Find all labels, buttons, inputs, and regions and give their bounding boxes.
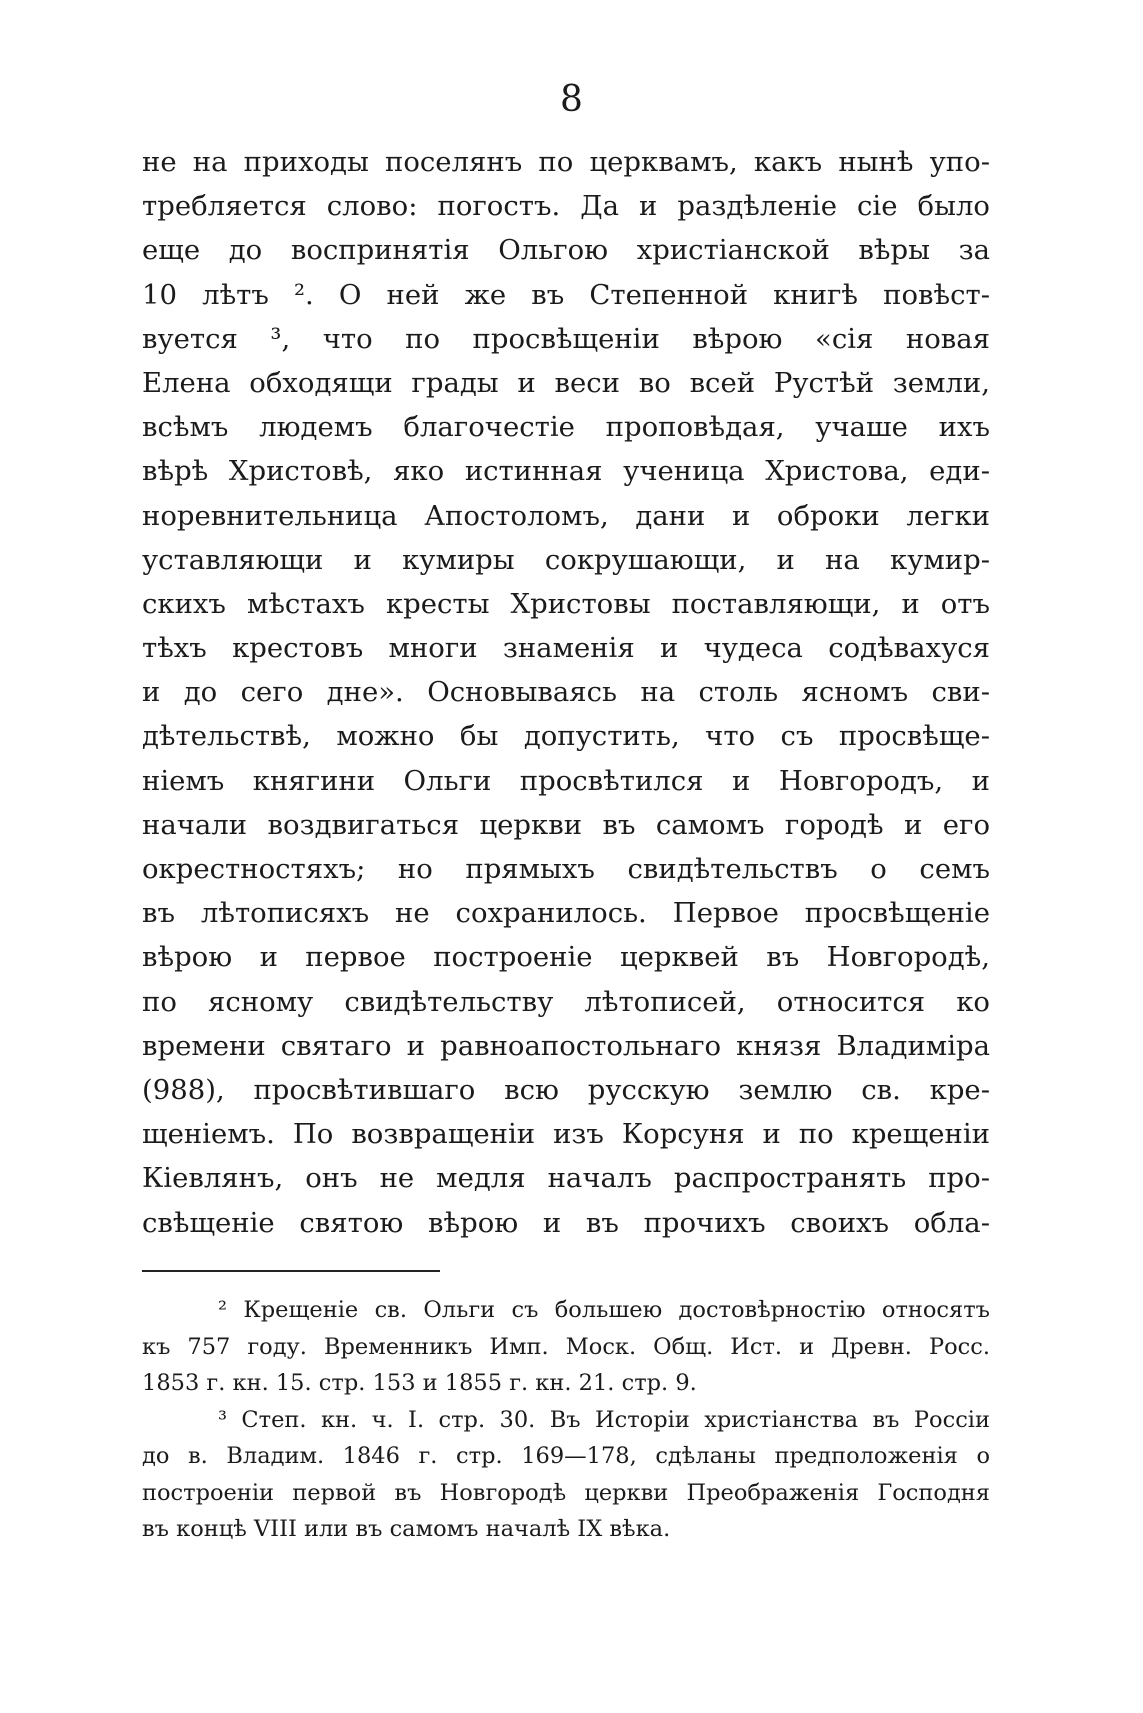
text-line: по ясному свидѣтельству лѣтописей, относится ко	[142, 985, 990, 1018]
text-line: 10 лѣтъ ². О ней же въ Степенной книгѣ повѣст-	[142, 278, 990, 311]
text-line: и до сего дне». Основываясь на столь ясномъ сви-	[142, 676, 990, 709]
text-line: всѣмъ людемъ благочестіе проповѣдая, учаше ихъ	[142, 411, 990, 444]
footnote-3	[142, 1402, 990, 1548]
text-line: Елена обходящи грады и веси во всей Рустѣй земли,	[142, 366, 990, 399]
footnote-line: построеніи первой въ Новгородѣ церкви Преображенія Господня	[142, 1479, 990, 1506]
text-line: не на приходы поселянъ по церквамъ, какъ нынѣ упо-	[142, 146, 990, 178]
footnote-line: ² Крещеніе св. Ольги съ большею достовѣрностію относятъ	[218, 1297, 990, 1323]
footnote-2	[142, 1292, 990, 1402]
text-line: вѣрою и первое построеніе церквей въ Новгородѣ,	[142, 941, 990, 974]
text-line: начали воздвигаться церкви въ самомъ городѣ и его	[142, 808, 990, 841]
text-line: скихъ мѣстахъ кресты Христовы поставляющи, и отъ	[142, 587, 990, 620]
text-line: тѣхъ крестовъ многи знаменія и чудеса содѣвахуся	[142, 632, 990, 665]
footnote-line: къ 757 году. Временникъ Имп. Моск. Общ. Ист. и Древн. Росс.	[142, 1333, 990, 1360]
footnote-line: до в. Владим. 1846 г. стр. 169—178, сдѣланы предположенія о	[142, 1443, 990, 1469]
text-line: Кіевлянъ, онъ не медля началъ распространять про-	[142, 1162, 990, 1195]
text-line: вуется ³, что по просвѣщеніи вѣрою «сія новая	[142, 322, 990, 355]
text-line: дѣтельствѣ, можно бы допустить, что съ просвѣще-	[142, 720, 990, 753]
text-line: окрестностяхъ; но прямыхъ свидѣтельствъ о семъ	[142, 853, 990, 885]
text-line: времени святаго и равноапостольнаго князя Владиміра	[142, 1029, 990, 1062]
text-line: требляется слово: погостъ. Да и раздѣленіе сіе было	[142, 190, 990, 223]
text-line: уставляющи и кумиры сокрушающи, и на кумир-	[142, 543, 990, 576]
footnote-line: 1853 г. кн. 15. стр. 153 и 1855 г. кн. 21. стр. 9.	[142, 1370, 697, 1396]
footnote-line: ³ Степ. кн. ч. I. стр. 30. Въ Исторіи христіанства въ Россіи	[218, 1406, 990, 1433]
text-line: вѣрѣ Христовѣ, яко истинная ученица Христова, еди-	[142, 455, 990, 488]
text-line: норевнительница Апостоломъ, дани и оброки легки	[142, 499, 990, 532]
text-line: свѣщеніе святою вѣрою и въ прочихъ своихъ обла-	[142, 1206, 990, 1239]
text-line: ніемъ княгини Ольги просвѣтился и Новгородъ, и	[142, 764, 990, 797]
page-number: 8	[560, 79, 583, 120]
footnotes	[142, 1292, 990, 1548]
text-line: щеніемъ. По возвращеніи изъ Корсуня и по крещеніи	[142, 1118, 990, 1151]
text-line: еще до воспринятія Ольгою христіанской вѣры за	[142, 234, 990, 267]
footnote-divider	[142, 1270, 440, 1272]
body-text	[142, 140, 990, 1245]
text-line: въ лѣтописяхъ не сохранилось. Первое просвѣщеніе	[142, 897, 990, 930]
text-line: (988), просвѣтившаго всю русскую землю св. кре-	[142, 1073, 990, 1106]
footnote-line: въ концѣ VIII или въ самомъ началѣ IX вѣка.	[142, 1516, 671, 1542]
